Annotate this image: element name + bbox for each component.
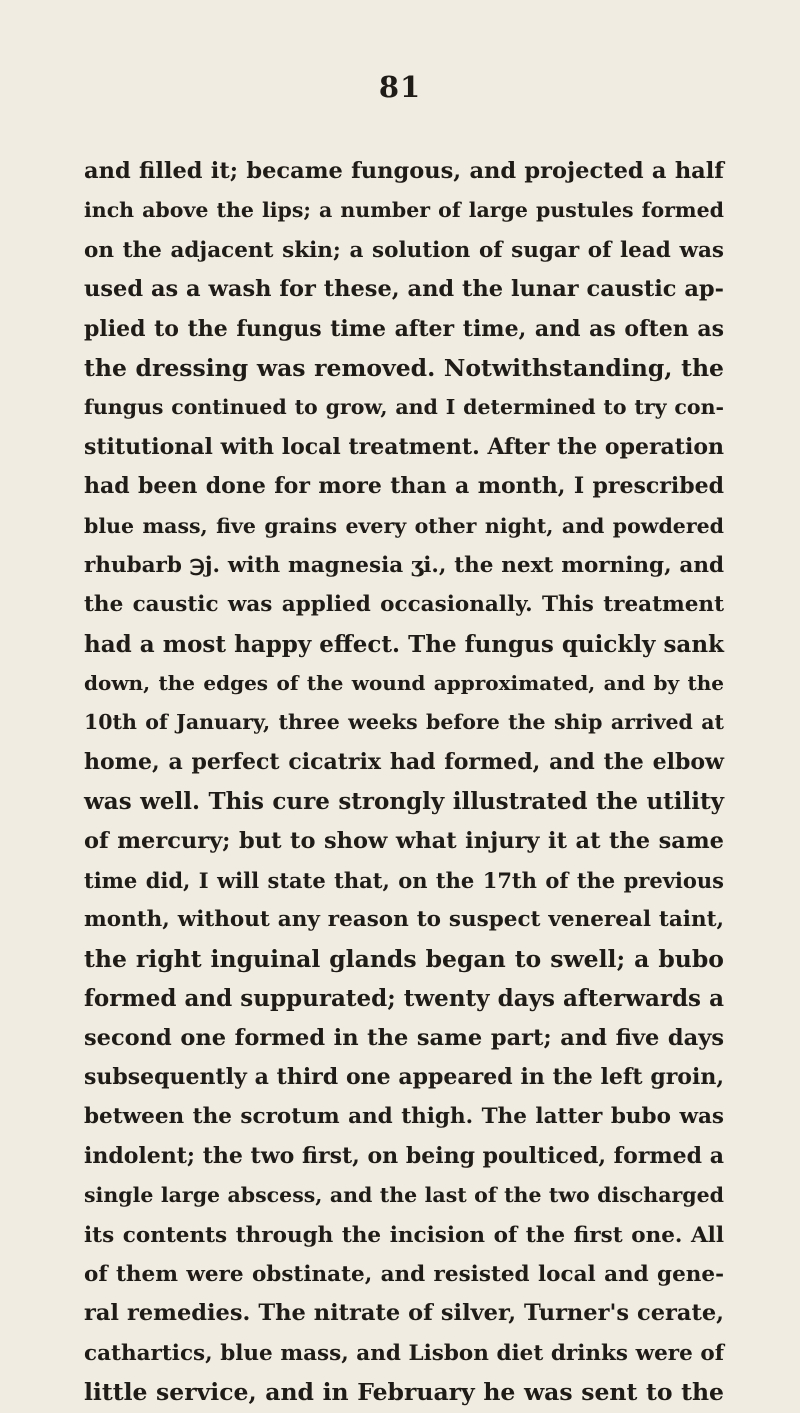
page-number: 81 (378, 70, 422, 104)
text-line: rhubarb ℈j. with magnesia ʒi., the next morning, and (84, 552, 724, 578)
text-line: used as a wash for these, and the lunar caustic ap- (84, 276, 724, 303)
text-line: time did, I will state that, on the 17th of the previous (84, 868, 724, 894)
text-line: and filled it; became fungous, and projected a half (84, 158, 724, 184)
text-line: of mercury; but to show what injury it at the same (84, 827, 724, 854)
text-line: on the adjacent skin; a solution of sugar of lead was (84, 237, 724, 263)
text-line: 10th of January, three weeks before the ship arrived at (84, 710, 724, 735)
text-line: cathartics, blue mass, and Lisbon diet drinks were of (84, 1340, 724, 1366)
text-line: inch above the lips; a number of large pustules formed (84, 198, 724, 223)
text-line: the right inguinal glands began to swell; a bubo (84, 944, 724, 973)
text-line: subsequently a third one appeared in the left groin, (84, 1063, 724, 1090)
text-line: blue mass, five grains every other night, and powdered (84, 513, 724, 538)
text-line: formed and suppurated; twenty days afterwards a (84, 985, 724, 1013)
text-line: was well. This cure strongly illustrated the utility (84, 788, 724, 816)
text-line: fungus continued to grow, and I determined to try con- (84, 395, 724, 420)
text-line: home, a perfect cicatrix had formed, and the elbow (84, 748, 724, 775)
text-line: the dressing was removed. Notwithstanding, the (84, 353, 724, 382)
text-line: ral remedies. The nitrate of silver, Turner's cerate, (84, 1300, 724, 1327)
text-line: second one formed in the same part; and five days (84, 1024, 724, 1051)
text-line: between the scrotum and thigh. The latter bubo was (84, 1104, 724, 1130)
text-line: month, without any reason to suspect venereal taint, (84, 907, 724, 933)
text-line: its contents through the incision of the first one. All (84, 1222, 724, 1248)
text-line: indolent; the two first, on being poulticed, formed a (84, 1142, 724, 1169)
text-line: plied to the fungus time after time, and as often as (84, 315, 724, 342)
text-line: down, the edges of the wound approximated, and by the (84, 671, 724, 696)
text-line: little service, and in February he was sent to the (84, 1378, 724, 1407)
text-line: had a most happy effect. The fungus quickly sank (84, 630, 724, 658)
text-line: stitutional with local treatment. After the operation (84, 433, 724, 460)
text-line: single large abscess, and the last of the two discharged (84, 1183, 724, 1208)
text-line: had been done for more than a month, I prescribed (84, 473, 724, 500)
body-text (84, 152, 724, 1413)
text-line: the caustic was applied occasionally. This treatment (84, 592, 724, 618)
text-line: of them were obstinate, and resisted local and gene- (84, 1261, 724, 1287)
